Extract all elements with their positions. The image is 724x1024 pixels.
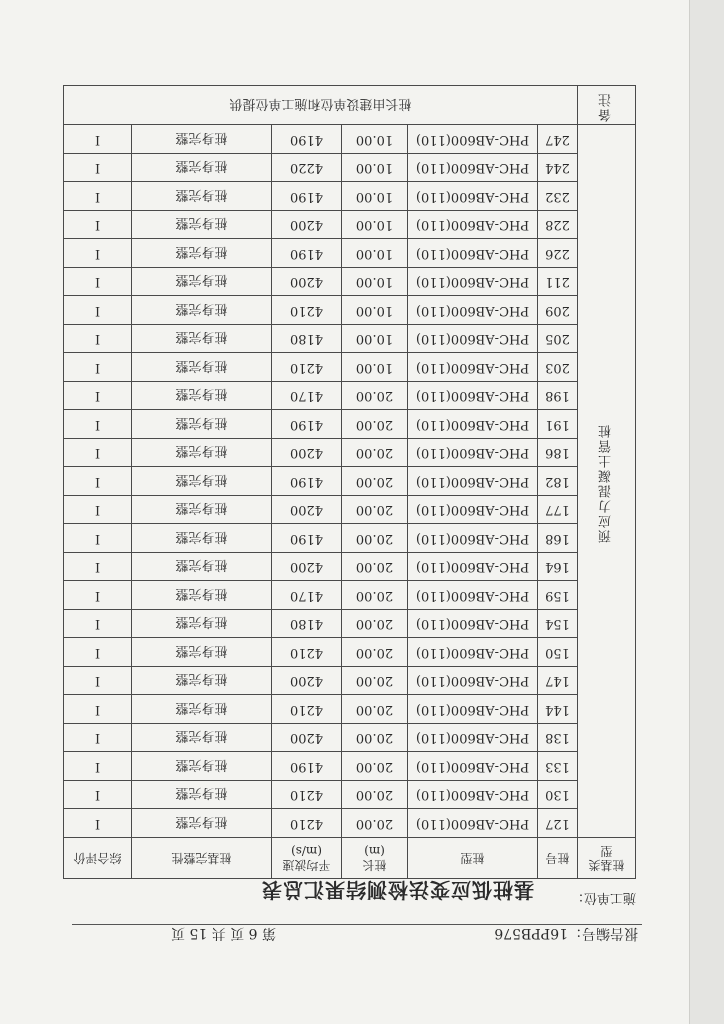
cell-velocity: 4200 [272, 211, 342, 240]
company-label: 施工单位： [570, 890, 636, 905]
cell-integrity: 桩身完整 [132, 182, 272, 211]
cell-type: PHC-AB600(110) [408, 382, 538, 411]
table-row [64, 752, 636, 781]
cell-type: PHC-AB600(110) [408, 553, 538, 582]
cell-velocity: 4190 [272, 752, 342, 781]
cell-integrity: 桩身完整 [132, 239, 272, 268]
cell-grade: I [64, 667, 132, 696]
table-row [64, 268, 636, 297]
cell-integrity: 桩身完整 [132, 553, 272, 582]
cell-grade: I [64, 724, 132, 753]
table-row [64, 467, 636, 496]
cell-integrity: 桩身完整 [132, 695, 272, 724]
cell-velocity: 4200 [272, 667, 342, 696]
table-row [64, 496, 636, 525]
cell-integrity: 桩身完整 [132, 781, 272, 810]
table-row [64, 154, 636, 183]
cell-no: 228 [538, 211, 578, 240]
col-integrity-header: 桩基完整性 [132, 838, 272, 879]
cell-length: 20.00 [342, 524, 408, 553]
cell-no: 147 [538, 667, 578, 696]
cell-no: 191 [538, 410, 578, 439]
cell-type: PHC-AB600(110) [408, 695, 538, 724]
cell-integrity: 桩身完整 [132, 439, 272, 468]
cell-type: PHC-AB600(110) [408, 496, 538, 525]
cell-integrity: 桩身完整 [132, 496, 272, 525]
table-row [64, 695, 636, 724]
cell-integrity: 桩身完整 [132, 467, 272, 496]
table-row [64, 296, 636, 325]
cell-no: 138 [538, 724, 578, 753]
cell-length: 10.00 [342, 268, 408, 297]
cell-length: 10.00 [342, 325, 408, 354]
cell-integrity: 桩身完整 [132, 752, 272, 781]
cell-grade: I [64, 182, 132, 211]
col-category-header: 桩基类型 [578, 838, 636, 879]
cell-velocity: 4190 [272, 125, 342, 154]
cell-type: PHC-AB600(110) [408, 524, 538, 553]
col-velocity-header: 平均波速 (m/s) [272, 838, 342, 879]
cell-type: PHC-AB600(110) [408, 781, 538, 810]
cell-grade: I [64, 467, 132, 496]
cell-no: 130 [538, 781, 578, 810]
category-label: 预应力混凝土管桩 [599, 423, 614, 544]
cell-velocity: 4190 [272, 524, 342, 553]
cell-length: 20.00 [342, 382, 408, 411]
cell-velocity: 4200 [272, 724, 342, 753]
remark-row [64, 86, 636, 125]
cell-integrity: 桩身完整 [132, 809, 272, 838]
remark-label-text: 备注 [599, 92, 614, 123]
cell-no: 247 [538, 125, 578, 154]
cell-type: PHC-AB600(110) [408, 239, 538, 268]
cell-type: PHC-AB600(110) [408, 268, 538, 297]
cell-grade: I [64, 353, 132, 382]
cell-velocity: 4210 [272, 809, 342, 838]
table-row [64, 439, 636, 468]
cell-no: 198 [538, 382, 578, 411]
cell-integrity: 桩身完整 [132, 667, 272, 696]
cell-length: 10.00 [342, 239, 408, 268]
col-pile-type-header: 桩型 [408, 838, 538, 879]
cell-grade: I [64, 239, 132, 268]
cell-no: 226 [538, 239, 578, 268]
cell-grade: I [64, 752, 132, 781]
cell-length: 10.00 [342, 125, 408, 154]
cell-grade: I [64, 211, 132, 240]
cell-length: 20.00 [342, 667, 408, 696]
table-row [64, 610, 636, 639]
cell-grade: I [64, 695, 132, 724]
cell-velocity: 4210 [272, 695, 342, 724]
results-table [63, 86, 636, 880]
cell-grade: I [64, 382, 132, 411]
cell-length: 20.00 [342, 809, 408, 838]
remark-text: 桩长由建设单位和施工单位提供 [64, 86, 578, 125]
cell-type: PHC-AB600(110) [408, 410, 538, 439]
cell-type: PHC-AB600(110) [408, 325, 538, 354]
cell-velocity: 4210 [272, 638, 342, 667]
cell-velocity: 4210 [272, 296, 342, 325]
cell-length: 20.00 [342, 553, 408, 582]
cell-velocity: 4220 [272, 154, 342, 183]
cell-velocity: 4180 [272, 610, 342, 639]
cell-integrity: 桩身完整 [132, 211, 272, 240]
table-row [64, 781, 636, 810]
cell-no: 150 [538, 638, 578, 667]
cell-length: 20.00 [342, 610, 408, 639]
cell-no: 203 [538, 353, 578, 382]
cell-grade: I [64, 553, 132, 582]
cell-integrity: 桩身完整 [132, 410, 272, 439]
table-row [64, 125, 636, 154]
cell-grade: I [64, 268, 132, 297]
table-row [64, 809, 636, 838]
cell-integrity: 桩身完整 [132, 581, 272, 610]
report-number [494, 924, 638, 944]
cell-velocity: 4200 [272, 496, 342, 525]
table-row [64, 211, 636, 240]
col-length-header: 桩长 (m) [342, 838, 408, 879]
cell-length: 20.00 [342, 496, 408, 525]
cell-velocity: 4180 [272, 325, 342, 354]
cell-velocity: 4200 [272, 439, 342, 468]
category-cell [578, 125, 636, 838]
table-row [64, 382, 636, 411]
cell-no: 164 [538, 553, 578, 582]
table-header-row [64, 838, 636, 879]
cell-integrity: 桩身完整 [132, 125, 272, 154]
table-row [64, 724, 636, 753]
header-divider [72, 924, 642, 925]
page-info: 第 6 页 共 15 页 [171, 925, 276, 941]
cell-no: 154 [538, 610, 578, 639]
cell-grade: I [64, 638, 132, 667]
cell-integrity: 桩身完整 [132, 353, 272, 382]
cell-type: PHC-AB600(110) [408, 211, 538, 240]
table-row [64, 581, 636, 610]
cell-type: PHC-AB600(110) [408, 439, 538, 468]
cell-grade: I [64, 524, 132, 553]
cell-no: 205 [538, 325, 578, 354]
cell-length: 10.00 [342, 353, 408, 382]
cell-length: 20.00 [342, 781, 408, 810]
cell-no: 127 [538, 809, 578, 838]
cell-no: 209 [538, 296, 578, 325]
table-row [64, 638, 636, 667]
table-row [64, 325, 636, 354]
cell-no: 232 [538, 182, 578, 211]
cell-length: 10.00 [342, 211, 408, 240]
cell-type: PHC-AB600(110) [408, 638, 538, 667]
cell-velocity: 4190 [272, 182, 342, 211]
table-row [64, 524, 636, 553]
cell-type: PHC-AB600(110) [408, 752, 538, 781]
cell-velocity: 4190 [272, 410, 342, 439]
cell-velocity: 4170 [272, 382, 342, 411]
table-row [64, 553, 636, 582]
report-number-label: 报告编号： [568, 925, 638, 941]
cell-type: PHC-AB600(110) [408, 724, 538, 753]
cell-integrity: 桩身完整 [132, 524, 272, 553]
cell-type: PHC-AB600(110) [408, 125, 538, 154]
cell-length: 10.00 [342, 154, 408, 183]
cell-integrity: 桩身完整 [132, 268, 272, 297]
cell-integrity: 桩身完整 [132, 724, 272, 753]
cell-no: 133 [538, 752, 578, 781]
report-number-value: 16PPB576 [494, 925, 568, 941]
cell-no: 186 [538, 439, 578, 468]
cell-type: PHC-AB600(110) [408, 610, 538, 639]
cell-grade: I [64, 325, 132, 354]
cell-velocity: 4170 [272, 581, 342, 610]
table-row [64, 410, 636, 439]
cell-integrity: 桩身完整 [132, 382, 272, 411]
cell-no: 244 [538, 154, 578, 183]
cell-length: 10.00 [342, 296, 408, 325]
cell-velocity: 4200 [272, 553, 342, 582]
cell-grade: I [64, 125, 132, 154]
col-pile-no-header: 桩号 [538, 838, 578, 879]
cell-velocity: 4210 [272, 353, 342, 382]
table-row [64, 182, 636, 211]
cell-type: PHC-AB600(110) [408, 182, 538, 211]
cell-grade: I [64, 410, 132, 439]
cell-length: 20.00 [342, 724, 408, 753]
cell-type: PHC-AB600(110) [408, 467, 538, 496]
remark-label [578, 86, 636, 125]
col-grade-header: 综合评价 [64, 838, 132, 879]
cell-length: 20.00 [342, 695, 408, 724]
cell-type: PHC-AB600(110) [408, 353, 538, 382]
table-row [64, 667, 636, 696]
cell-grade: I [64, 154, 132, 183]
cell-grade: I [64, 439, 132, 468]
cell-length: 10.00 [342, 182, 408, 211]
page-title: 基桩低应变法检测结果汇总表 [261, 878, 534, 902]
cell-grade: I [64, 781, 132, 810]
cell-integrity: 桩身完整 [132, 610, 272, 639]
cell-velocity: 4210 [272, 781, 342, 810]
cell-no: 144 [538, 695, 578, 724]
cell-length: 20.00 [342, 752, 408, 781]
cell-type: PHC-AB600(110) [408, 296, 538, 325]
cell-grade: I [64, 610, 132, 639]
cell-integrity: 桩身完整 [132, 325, 272, 354]
cell-length: 20.00 [342, 581, 408, 610]
cell-grade: I [64, 809, 132, 838]
cell-length: 20.00 [342, 410, 408, 439]
cell-integrity: 桩身完整 [132, 296, 272, 325]
cell-type: PHC-AB600(110) [408, 154, 538, 183]
cell-type: PHC-AB600(110) [408, 809, 538, 838]
table-row [64, 239, 636, 268]
cell-integrity: 桩身完整 [132, 638, 272, 667]
cell-velocity: 4200 [272, 268, 342, 297]
cell-length: 20.00 [342, 467, 408, 496]
table-row [64, 353, 636, 382]
cell-length: 20.00 [342, 439, 408, 468]
cell-type: PHC-AB600(110) [408, 581, 538, 610]
cell-length: 20.00 [342, 638, 408, 667]
cell-velocity: 4190 [272, 467, 342, 496]
cell-integrity: 桩身完整 [132, 154, 272, 183]
table-body [64, 86, 636, 838]
cell-no: 177 [538, 496, 578, 525]
cell-no: 159 [538, 581, 578, 610]
cell-no: 182 [538, 467, 578, 496]
cell-velocity: 4190 [272, 239, 342, 268]
cell-grade: I [64, 581, 132, 610]
cell-no: 211 [538, 268, 578, 297]
cell-grade: I [64, 296, 132, 325]
cell-grade: I [64, 496, 132, 525]
cell-no: 168 [538, 524, 578, 553]
cell-type: PHC-AB600(110) [408, 667, 538, 696]
